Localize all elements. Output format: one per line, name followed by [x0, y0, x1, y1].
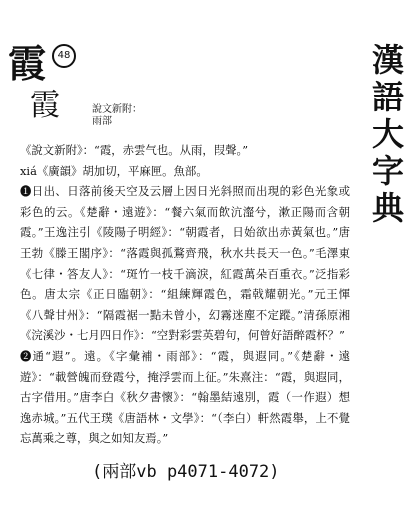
entry-number-badge: 48 — [52, 44, 76, 68]
seal-source-line: 雨部 — [92, 116, 112, 127]
title-char: 漢 — [371, 41, 404, 79]
title-char: 典 — [371, 189, 404, 227]
title-char: 字 — [371, 152, 404, 190]
definition-1-paragraph: ❶日出、日落前後天空及云層上因日光斜照而出現的彩色光象或彩色的云。《楚辭・遠遊》：“餐六氣而飲沆瀣兮，漱正陽而含朝霞。”王逸注引《陵陽子明經》：“朝霞者，日始欲出赤黃氣也。”唐王勃《滕王閣序》：“落霞與孤鶩齊飛，秋水共長天一色。”毛澤東《七律・答友人》：“斑竹一枝千滴淚，紅霞萬朵百重衣。”泛指彩色。唐太宗《正日臨朝》：“組練輝霞色，霜戟耀朝光。”元王惲《八聲甘州》：“隔霞裾一點未曾小，幻霧迷塵不定蹤。”清孫原湘《浣溪沙・七月四日作》：“空對彩雲英碧句，何曾好語醉霞杯？” — [20, 184, 350, 343]
definition-2-paragraph: ❷通“遐”。遠。《字彙補・雨部》：“霞，與遐同。”《楚辭・遠遊》：“載營魄而登霞兮，掩浮雲而上征。”朱熹注：“霞，與遐同，古字借用。”唐李白《秋夕書懷》：“翰墨結遠別，霞（一作遐）想逸赤城。”五代王璞《唐語林・文學》：“（李白）軒然霞舉，上不覺忘萬乘之尊，與之如知友焉。” — [20, 348, 350, 446]
seal-script-source — [92, 104, 142, 128]
title-char: 大 — [371, 115, 404, 153]
seal-source-line: 說文新附： — [92, 104, 142, 115]
seal-script-char: 霞 — [30, 88, 60, 123]
pronunciation-paragraph: xiá《廣韻》胡加切，平麻匣。魚部。 — [20, 163, 208, 178]
handwritten-reference: (兩部vb p4071-4072) — [92, 462, 280, 482]
headword: 霞 — [8, 41, 47, 86]
etymology-paragraph: 《說文新附》：“霞，赤雲气也。从雨，叚聲。” — [20, 143, 249, 157]
entry-body — [20, 140, 350, 449]
title-char: 語 — [371, 78, 404, 116]
dictionary-title-vertical — [370, 42, 406, 227]
